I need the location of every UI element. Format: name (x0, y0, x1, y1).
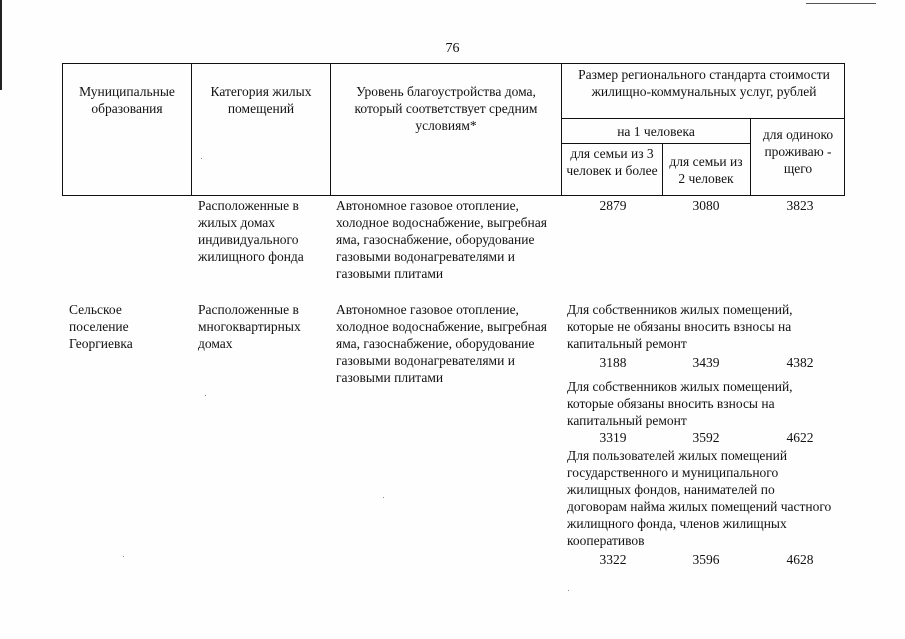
header-level: Уровень благоустройства дома, который соответствует средним условиям* (354, 84, 538, 133)
row2-group3-single: 4628 (786, 552, 814, 567)
row2-level: Автономное газовое отопление, холодное водоснабжение, выгребная яма, газоснабжение, оборудование газовыми водонагревателями и газовыми плитами (336, 302, 547, 385)
row2-group1-family3: 3188 (599, 355, 627, 370)
header-single: для одиноко проживаю - щего (762, 127, 834, 176)
header-municipality: Муниципальные образования (79, 84, 175, 116)
row2-municipality: Сельское поселение Георгиевка (69, 302, 133, 351)
header-per-person: на 1 человека (617, 124, 695, 139)
row1-value-single: 3823 (786, 198, 814, 213)
scan-speck (123, 556, 124, 557)
scan-speck (201, 158, 202, 159)
row1-value-family2: 3080 (692, 198, 720, 213)
row2-group1-label: Для собственников жилых помещений, которые не обязаны вносить взносы на капитальный ремонт (567, 302, 793, 351)
row2-group3-family2: 3596 (692, 552, 720, 567)
header-family-3: для семьи из 3 человек и более (566, 146, 658, 178)
row1-level: Автономное газовое отопление, холодное водоснабжение, выгребная яма, газоснабжение, оборудование газовыми водонагревателями и газовыми плитами (336, 198, 547, 281)
row2-group2-family2: 3592 (692, 430, 720, 445)
row2-group3-family3: 3322 (599, 552, 627, 567)
page-number: 76 (445, 41, 460, 56)
row2-group2-family3: 3319 (599, 430, 627, 445)
scan-edge (806, 3, 876, 4)
row1-category: Расположенные в жилых домах индивидуального жилищного фонда (198, 198, 304, 264)
row2-group2-single: 4622 (786, 430, 814, 445)
scan-speck (383, 497, 384, 498)
scan-speck (568, 590, 569, 591)
header-family-2: для семьи из 2 человек (669, 154, 743, 186)
scan-speck (205, 395, 206, 396)
row2-group1-single: 4382 (786, 355, 814, 370)
row2-group3-label: Для пользователей жилых помещений государственного и муниципального жилищных фондов, нанимателей по договорам найма жилых помещений частного жилищного фонда, членов жилищных кооперативов (567, 448, 832, 548)
header-category: Категория жилых помещений (210, 84, 312, 116)
row2-group2-label: Для собственников жилых помещений, которые обязаны вносить взносы на капитальный ремонт (567, 379, 793, 428)
row2-group1-family2: 3439 (692, 355, 720, 370)
header-standard: Размер регионального стандарта стоимости жилищно-коммунальных услуг, рублей (578, 67, 830, 99)
row1-value-family3: 2879 (599, 198, 627, 213)
row2-category: Расположенные в многоквартирных домах (198, 302, 301, 351)
